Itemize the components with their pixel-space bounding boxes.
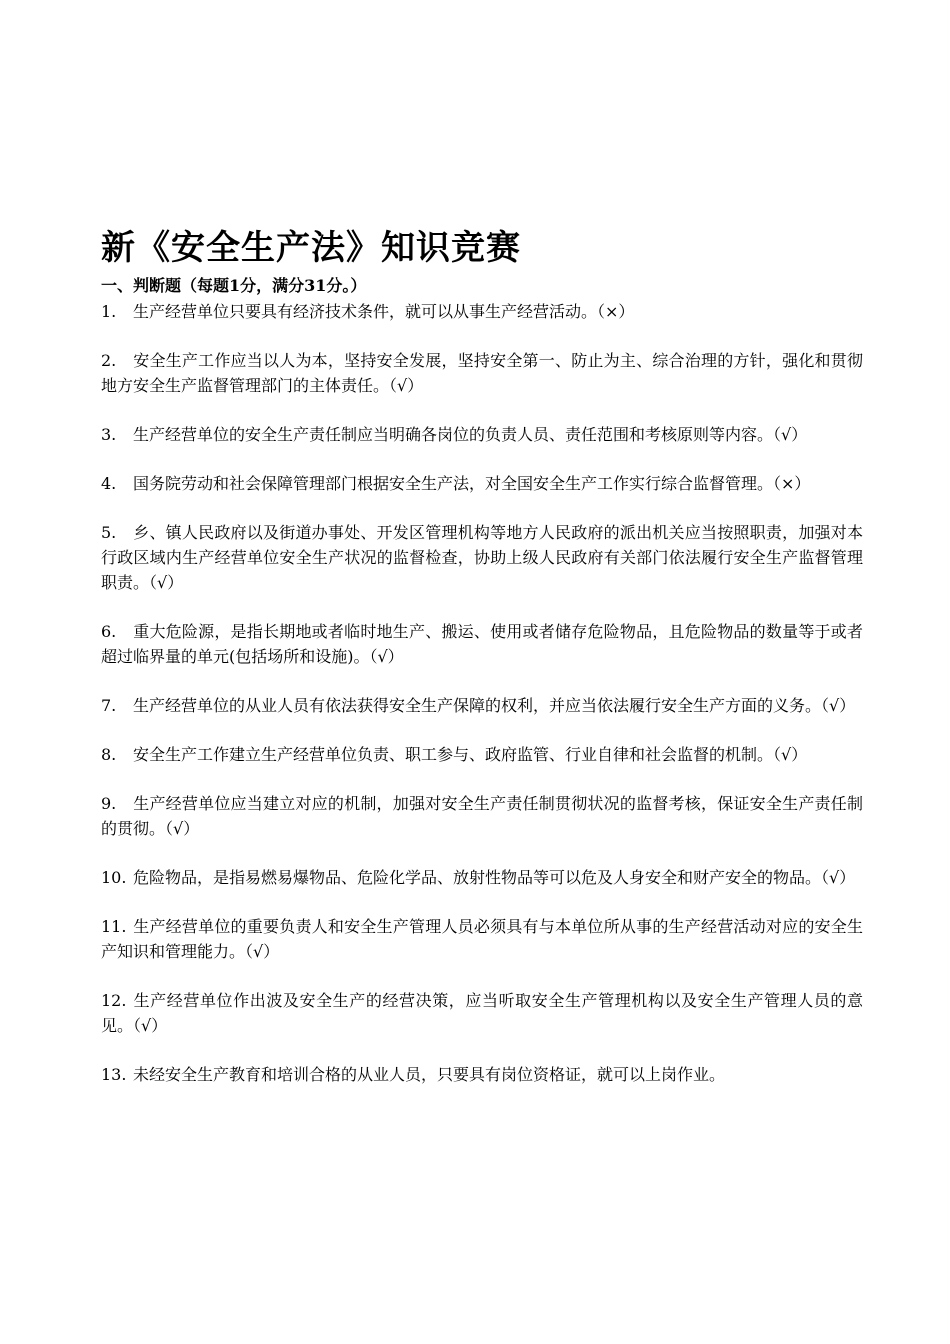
question-text: 生产经营单位的重要负责人和安全生产管理人员必须具有与本单位所从事的生产经营活动对应的安全生产知识和管理能力。（√） [101, 917, 863, 961]
question-number: 5. [101, 523, 117, 542]
question-number: 11. [101, 917, 127, 936]
question-text: 未经安全生产教育和培训合格的从业人员，只要具有岗位资格证，就可以上岗作业。 [133, 1065, 726, 1084]
question-text: 安全生产工作建立生产经营单位负责、职工参与、政府监管、行业自律和社会监督的机制。（√） [133, 745, 808, 764]
question-item [101, 988, 863, 1038]
question-number: 9. [101, 794, 117, 813]
question-text: 生产经营单位的安全生产责任制应当明确各岗位的负责人员、责任范围和考核原则等内容。（√） [133, 425, 808, 444]
question-item [101, 520, 863, 595]
question-item [101, 865, 863, 890]
question-item [101, 619, 863, 669]
question-number: 13. [101, 1065, 127, 1084]
question-number: 1. [101, 302, 117, 321]
question-text: 生产经营单位只要具有经济技术条件，就可以从事生产经营活动。（×） [133, 302, 635, 321]
document-title: 新《安全生产法》知识竞赛 [101, 228, 521, 268]
question-list [101, 299, 863, 1111]
question-number: 7. [101, 696, 117, 715]
section-heading: 一、判断题（每题1分，满分31分。） [101, 276, 367, 295]
question-number: 10. [101, 868, 127, 887]
question-item [101, 791, 863, 841]
question-text: 危险物品，是指易燃易爆物品、危险化学品、放射性物品等可以危及人身安全和财产安全的物品。（√） [133, 868, 856, 887]
question-number: 4. [101, 474, 117, 493]
question-text: 重大危险源，是指长期地或者临时地生产、搬运、使用或者储存危险物品，且危险物品的数量等于或者超过临界量的单元(包括场所和设施)。（√） [101, 622, 863, 666]
question-text: 乡、镇人民政府以及街道办事处、开发区管理机构等地方人民政府的派出机关应当按照职责，加强对本行政区域内生产经营单位安全生产状况的监督检查，协助上级人民政府有关部门依法履行安全生产监督管理职责。（√） [101, 523, 863, 592]
question-item [101, 422, 863, 447]
question-number: 2. [101, 351, 117, 370]
question-text: 生产经营单位的从业人员有依法获得安全生产保障的权利，并应当依法履行安全生产方面的义务。（√） [133, 696, 856, 715]
question-text: 生产经营单位应当建立对应的机制，加强对安全生产责任制贯彻状况的监督考核，保证安全生产责任制的贯彻。（√） [101, 794, 863, 838]
question-item [101, 471, 863, 496]
question-item [101, 348, 863, 398]
question-number: 12. [101, 991, 127, 1010]
question-item [101, 914, 863, 964]
question-number: 3. [101, 425, 117, 444]
question-number: 6. [101, 622, 117, 641]
question-item [101, 742, 863, 767]
question-item [101, 1062, 863, 1087]
question-text: 生产经营单位作出波及安全生产的经营决策，应当听取安全生产管理机构以及安全生产管理人员的意见。（√） [101, 991, 863, 1035]
question-text: 国务院劳动和社会保障管理部门根据安全生产法，对全国安全生产工作实行综合监督管理。（×） [133, 474, 811, 493]
question-item [101, 693, 863, 718]
question-item [101, 299, 863, 324]
question-text: 安全生产工作应当以人为本，坚持安全发展，坚持安全第一、防止为主、综合治理的方针，强化和贯彻地方安全生产监督管理部门的主体责任。（√） [101, 351, 863, 395]
question-number: 8. [101, 745, 117, 764]
